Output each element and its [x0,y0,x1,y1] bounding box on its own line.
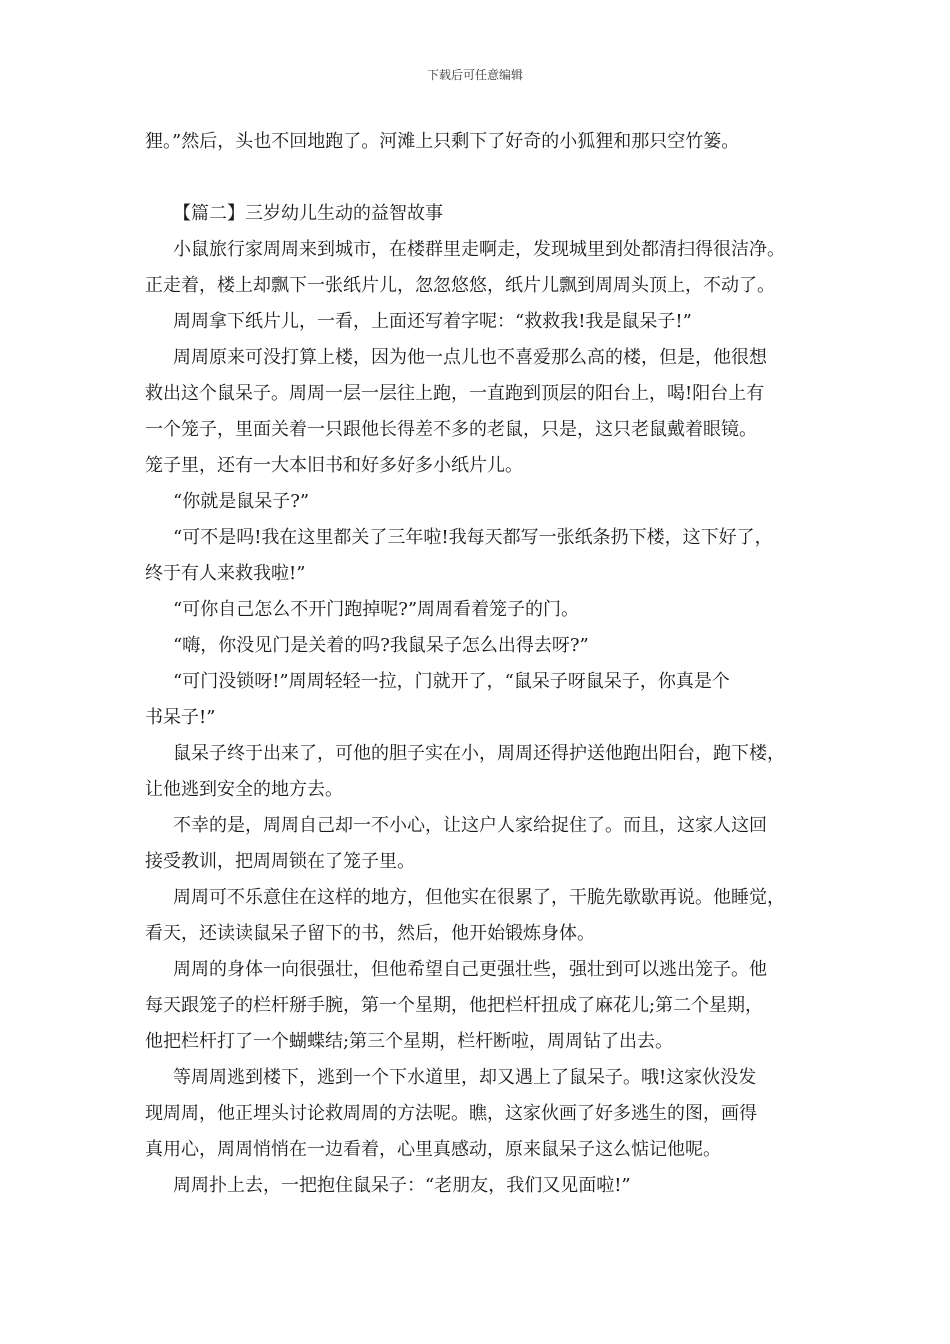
text-line: “可你自己怎么不开门跑掉呢?”周周看着笼子的门。 [173,599,580,620]
text-line: “你就是鼠呆子?” [173,491,310,512]
text-line: 周周原来可没打算上楼，因为他一点儿也不喜爱那么高的楼，但是，他很想 [173,347,767,368]
text-line: 鼠呆子终于出来了，可他的胆子实在小，周周还得护送他跑出阳台，跑下楼， [173,743,785,764]
text-line: 周周扑上去，一把抱住鼠呆子：“老朋友，我们又见面啦!” [173,1175,631,1196]
page-header: 下载后可任意编辑 [426,68,523,82]
text-line: 正走着，楼上却飘下一张纸片儿，忽忽悠悠，纸片儿飘到周周头顶上，不动了。 [145,275,775,296]
text-line: 看天，还读读鼠呆子留下的书，然后，他开始锻炼身体。 [145,923,595,944]
text-line: 现周周，他正埋头讨论救周周的方法呢。瞧，这家伙画了好多逃生的图，画得 [145,1103,757,1124]
section-title: 【篇二】三岁幼儿生动的益智故事 [173,203,443,224]
text-line: 周周拿下纸片儿，一看，上面还写着字呢：“救救我!我是鼠呆子!” [173,311,692,332]
text-line: 周周的身体一向很强壮，但他希望自己更强壮些，强壮到可以逃出笼子。他 [173,959,767,980]
text-line: 狸。”然后，头也不回地跑了。河滩上只剩下了好奇的小狐狸和那只空竹篓。 [145,131,740,152]
text-line: “可门没锁呀!”周周轻轻一拉，门就开了，“鼠呆子呀鼠呆子，你真是个 [173,671,730,692]
text-line: 接受教训，把周周锁在了笼子里。 [145,851,415,872]
text-line: 终于有人来救我啦!” [145,563,306,584]
text-line: 他把栏杆打了一个蝴蝶结;第三个星期，栏杆断啦，周周钻了出去。 [145,1031,674,1052]
text-line: 让他逃到安全的地方去。 [145,779,343,800]
text-line: 救出这个鼠呆子。周周一层一层往上跑，一直跑到顶层的阳台上，喝!阳台上有 [145,383,765,404]
text-line: 书呆子!” [145,707,216,728]
text-line: “可不是吗!我在这里都关了三年啦!我每天都写一张纸条扔下楼，这下好了， [173,527,773,548]
text-line: 笼子里，还有一大本旧书和好多好多小纸片儿。 [145,455,523,476]
text-line: 每天跟笼子的栏杆掰手腕，第一个星期，他把栏杆扭成了麻花儿;第二个星期， [145,995,764,1016]
paragraph-gap [145,160,810,196]
text-line: 一个笼子，里面关着一只跟他长得差不多的老鼠，只是，这只老鼠戴着眼镜。 [145,419,757,440]
text-line: 小鼠旅行家周周来到城市，在楼群里走啊走，发现城里到处都清扫得很洁净。 [173,239,785,260]
text-line: 等周周逃到楼下，逃到一个下水道里，却又遇上了鼠呆子。哦!这家伙没发 [173,1067,757,1088]
document-body [145,124,810,1204]
text-line: 不幸的是，周周自己却一不小心，让这户人家给捉住了。而且，这家人这回 [173,815,767,836]
text-line: 真用心，周周悄悄在一边看着，心里真感动，原来鼠呆子这么惦记他呢。 [145,1139,721,1160]
text-line: “嗨，你没见门是关着的吗?我鼠呆子怎么出得去呀?” [173,635,589,656]
text-line: 周周可不乐意住在这样的地方，但他实在很累了，干脆先歇歇再说。他睡觉， [173,887,785,908]
